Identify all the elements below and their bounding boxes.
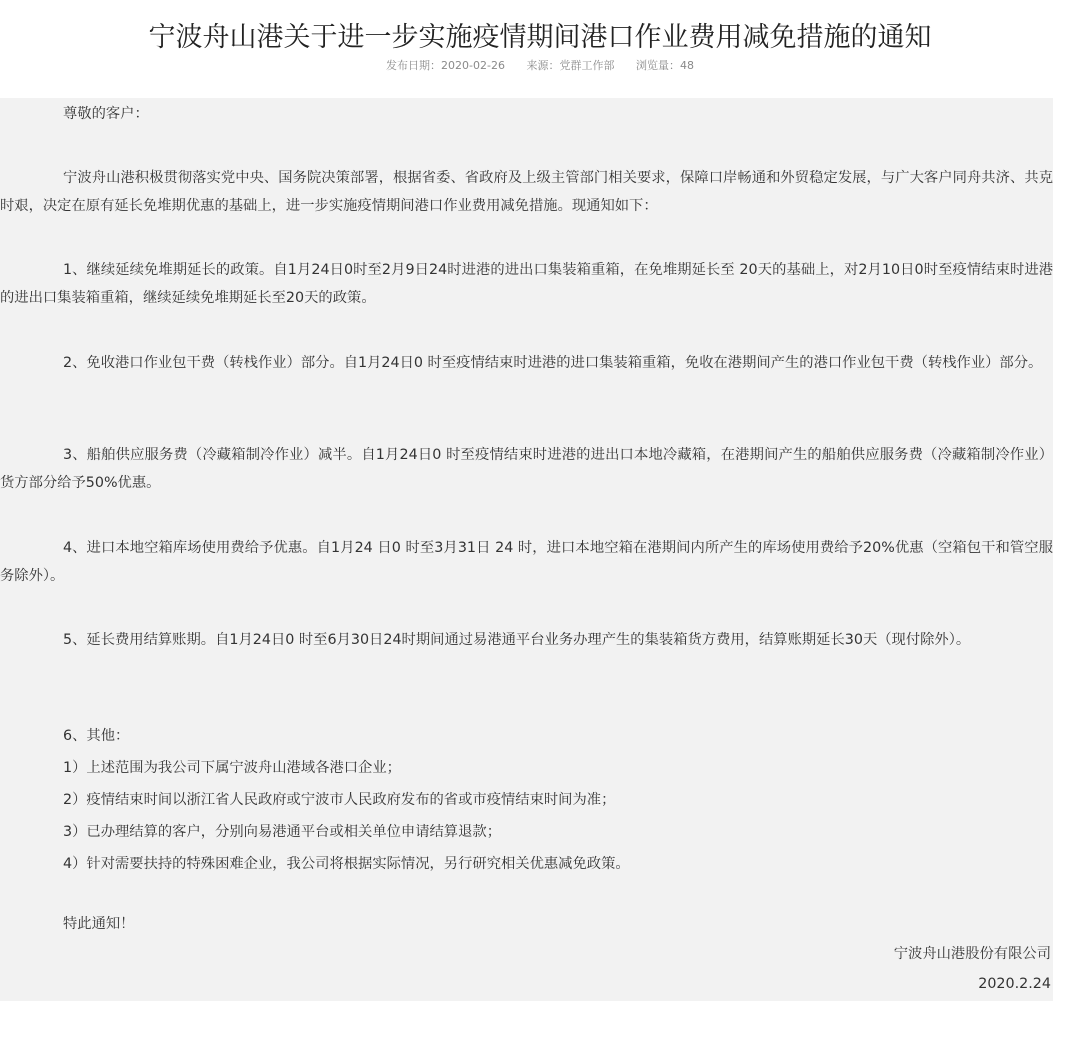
sign-date: 2020.2.24 — [978, 976, 1051, 992]
item-4-paragraph: 4、进口本地空箱库场使用费给予优惠。自1月24 日0 时至3月31日 24 时，进口本地空箱在港期间内所产生的库场使用费给予20%优惠（空箱包干和管空服务除外）。 — [0, 540, 1053, 584]
article-meta — [0, 58, 1080, 74]
item-5-paragraph: 5、延长费用结算账期。自1月24日0 时至6月30日24时期间通过易港通平台业务办理产生的集装箱货方费用，结算账期延长30天（现付除外）。 — [63, 632, 971, 648]
item-6-heading: 6、其他： — [63, 728, 130, 744]
signature: 宁波舟山港股份有限公司 — [893, 946, 1051, 962]
greeting: 尊敬的客户： — [63, 106, 149, 122]
item-6-sub-4: 4）针对需要扶持的特殊困难企业，我公司将根据实际情况，另行研究相关优惠减免政策。 — [63, 856, 630, 872]
view-count: 浏览量：48 — [635, 59, 694, 72]
item-2-paragraph: 2、免收港口作业包干费（转栈作业）部分。自1月24日0 时至疫情结束时进港的进口集装箱重箱，免收在港期间产生的港口作业包干费（转栈作业）部分。 — [63, 355, 1043, 371]
item-6-sub-3: 3）已办理结算的客户，分别向易港通平台或相关单位申请结算退款； — [63, 824, 501, 840]
publish-date: 发布日期：2020-02-26 — [386, 59, 505, 72]
article-body — [0, 98, 1053, 1001]
closing-text: 特此通知！ — [63, 916, 135, 932]
article-title: 宁波舟山港关于进一步实施疫情期间港口作业费用减免措施的通知 — [148, 22, 932, 53]
item-1-paragraph: 1、继续延续免堆期延长的政策。自1月24日0时至2月9日24时进港的进出口集装箱重箱，在免堆期延长至 20天的基础上，对2月10日0时至疫情结束时进港的进出口集装箱重箱，继续延续免堆期延长至20天的政策。 — [0, 262, 1053, 306]
item-6-sub-2: 2）疫情结束时间以浙江省人民政府或宁波市人民政府发布的省或市疫情结束时间为准； — [63, 792, 616, 808]
item-3-paragraph: 3、船舶供应服务费（冷藏箱制冷作业）减半。自1月24日0 时至疫情结束时进港的进出口本地冷藏箱，在港期间产生的船舶供应服务费（冷藏箱制冷作业）货方部分给予50%优惠。 — [0, 447, 1053, 491]
item-6-sub-1: 1）上述范围为我公司下属宁波舟山港域各港口企业； — [63, 760, 401, 776]
intro-paragraph: 宁波舟山港积极贯彻落实党中央、国务院决策部署，根据省委、省政府及上级主管部门相关要求，保障口岸畅通和外贸稳定发展，与广大客户同舟共济、共克时艰，决定在原有延长免堆期优惠的基础上，进一步实施疫情期间港口作业费用减免措施。现通知如下： — [0, 170, 1053, 214]
source: 来源：党群工作部 — [526, 59, 615, 72]
